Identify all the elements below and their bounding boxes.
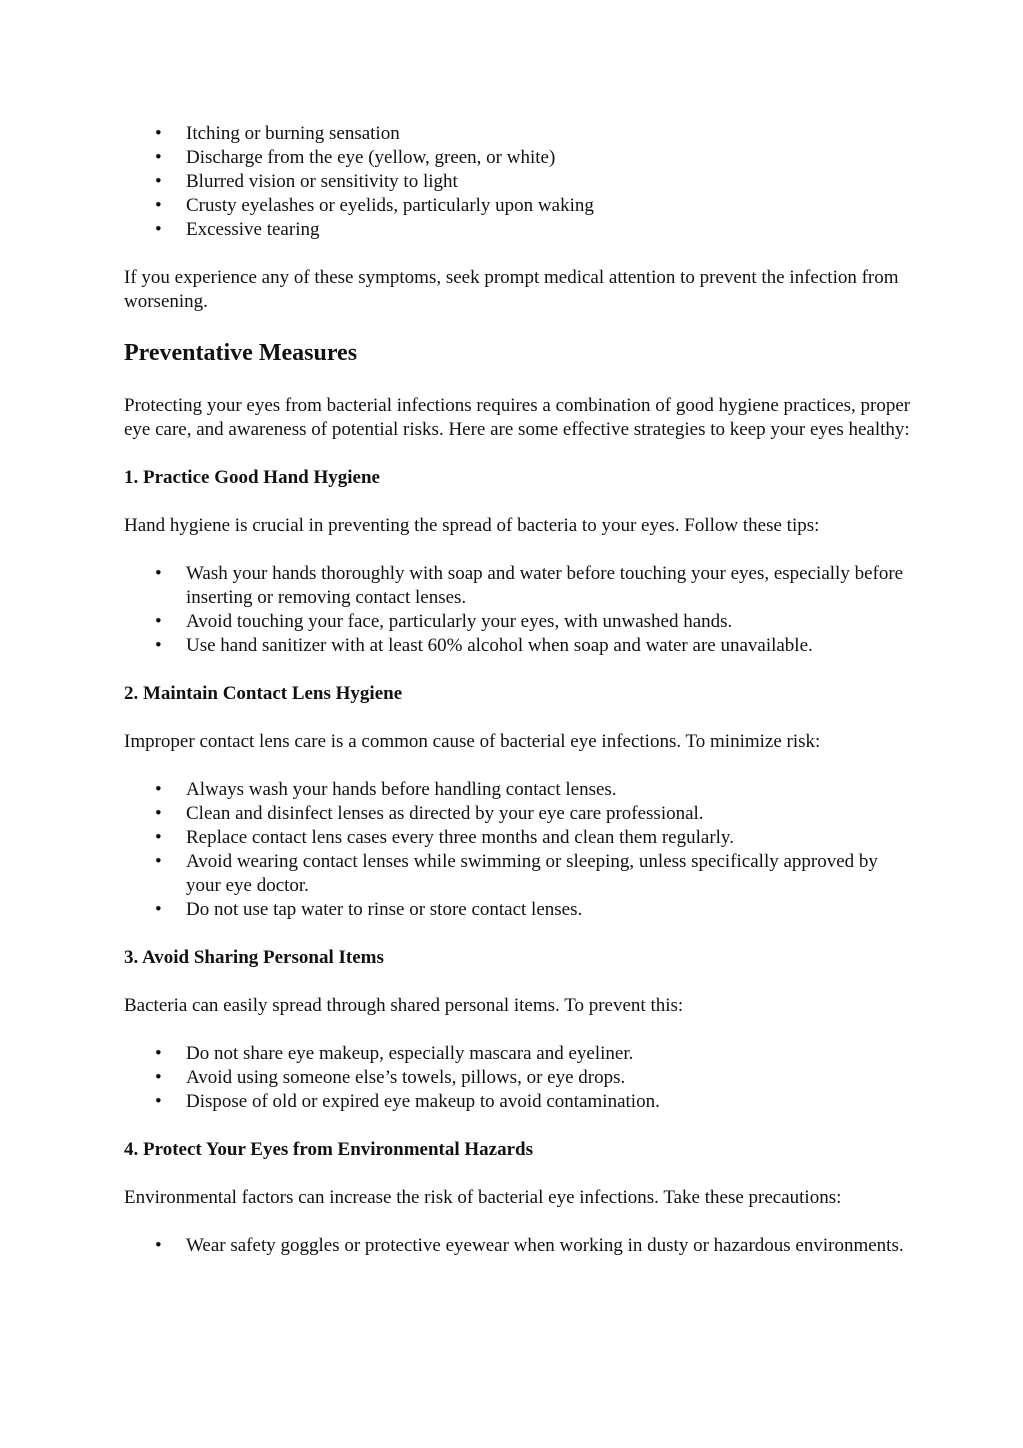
section-heading-preventative-measures: Preventative Measures bbox=[124, 340, 358, 366]
list-item: • Do not use tap water to rinse or store contact lenses. bbox=[124, 898, 914, 922]
subsection-heading-environmental-hazards: 4. Protect Your Eyes from Environmental Hazards bbox=[124, 1139, 533, 1160]
list-item: • Blurred vision or sensitivity to light bbox=[124, 170, 914, 194]
list-item: • Discharge from the eye (yellow, green, or white) bbox=[124, 146, 914, 170]
subsection-heading-sharing-items: 3. Avoid Sharing Personal Items bbox=[124, 947, 384, 968]
environmental-hazards-list bbox=[124, 1234, 914, 1258]
list-item: • Clean and disinfect lenses as directed by your eye care professional. bbox=[124, 802, 914, 826]
contact-lens-list bbox=[124, 778, 914, 922]
preventative-intro: Protecting your eyes from bacterial infections requires a combination of good hygiene practices, proper eye care, and awareness of potential risks. Here are some effective strategies to keep your eyes healthy: bbox=[124, 395, 911, 440]
list-item: • Wash your hands thoroughly with soap and water before touching your eyes, especially before inserting or removing contact lenses. bbox=[124, 562, 914, 610]
subsection-heading-contact-lens-hygiene: 2. Maintain Contact Lens Hygiene bbox=[124, 683, 403, 704]
sharing-items-list bbox=[124, 1042, 914, 1114]
document-page bbox=[124, 122, 914, 1258]
list-item: • Crusty eyelashes or eyelids, particularly upon waking bbox=[124, 194, 914, 218]
list-item: • Avoid touching your face, particularly your eyes, with unwashed hands. bbox=[124, 610, 914, 634]
list-item: • Always wash your hands before handling contact lenses. bbox=[124, 778, 914, 802]
subsection-intro-sharing-items: Bacteria can easily spread through shared personal items. To prevent this: bbox=[124, 995, 684, 1016]
list-item: • Avoid wearing contact lenses while swimming or sleeping, unless specifically approved by your eye doctor. bbox=[124, 850, 914, 898]
symptoms-list bbox=[124, 122, 914, 242]
hand-hygiene-list bbox=[124, 562, 914, 658]
list-item: • Do not share eye makeup, especially mascara and eyeliner. bbox=[124, 1042, 914, 1066]
list-item: • Use hand sanitizer with at least 60% alcohol when soap and water are unavailable. bbox=[124, 634, 914, 658]
symptoms-note: If you experience any of these symptoms, seek prompt medical attention to prevent the infection from worsening. bbox=[124, 267, 899, 312]
subsection-intro-hand-hygiene: Hand hygiene is crucial in preventing the spread of bacteria to your eyes. Follow these tips: bbox=[124, 515, 820, 536]
list-item: • Itching or burning sensation bbox=[124, 122, 914, 146]
list-item: • Wear safety goggles or protective eyewear when working in dusty or hazardous environments. bbox=[124, 1234, 914, 1258]
subsection-intro-environmental-hazards: Environmental factors can increase the risk of bacterial eye infections. Take these precautions: bbox=[124, 1187, 842, 1208]
list-item: • Avoid using someone else’s towels, pillows, or eye drops. bbox=[124, 1066, 914, 1090]
list-item: • Dispose of old or expired eye makeup to avoid contamination. bbox=[124, 1090, 914, 1114]
subsection-intro-contact-lens-hygiene: Improper contact lens care is a common cause of bacterial eye infections. To minimize risk: bbox=[124, 731, 821, 752]
list-item: • Excessive tearing bbox=[124, 218, 914, 242]
subsection-heading-hand-hygiene: 1. Practice Good Hand Hygiene bbox=[124, 467, 380, 488]
list-item: • Replace contact lens cases every three months and clean them regularly. bbox=[124, 826, 914, 850]
